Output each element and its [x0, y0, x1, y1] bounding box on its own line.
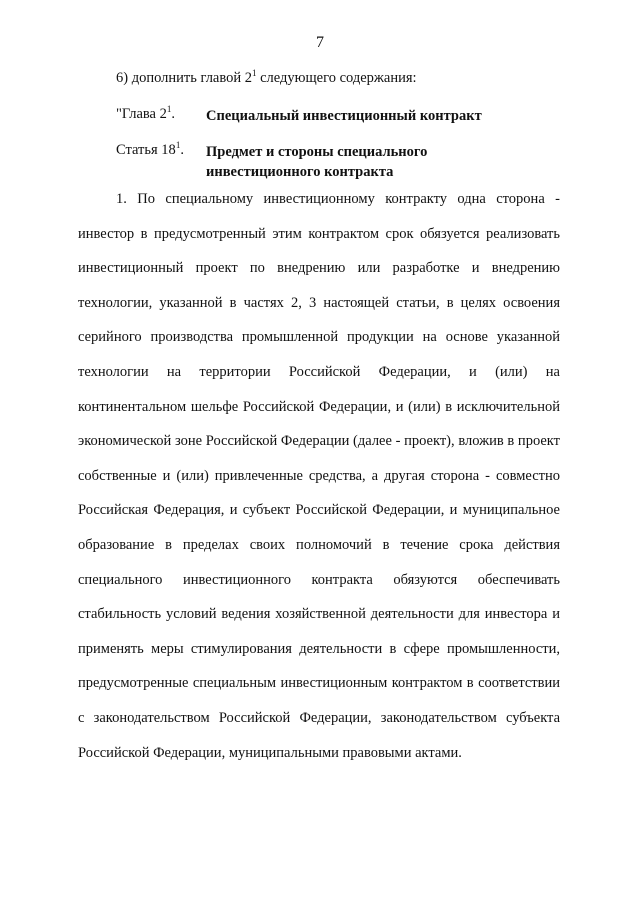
- chapter-title: Специальный инвестиционный контракт: [206, 108, 482, 124]
- amendment-intro: [116, 70, 417, 87]
- chapter-label-text: "Глава 2: [116, 106, 167, 122]
- article-paragraph-1: 1. По специальному инвестиционному контракту одна сторона - инвестор в предусмотренный этим контрактом срок обязуется реализовать инвестиционный проект по внедрению или разработке и внедрению технологии, указанной в частях 2, 3 настоящей статьи, в целях освоения серийного производства промышленной продукции на основе указанной технологии на территории Российской Федерации, и (или) на континентальном шельфе Российской Федерации, и (или) в исключительной экономической зоне Российской Федерации (далее - проект), вложив в проект собственные и (или) привлеченные средства, а другая сторона - совместно Российская Федерация, и субъект Российской Федерации, и муниципальное образование в пределах своих полномочий в течение срока действия специального инвестиционного контракта обязуются обеспечивать стабильность условий ведения хозяйственной деятельности для инвестора и применять меры стимулирования деятельности в сфере промышленности, предусмотренные специальным инвестиционным контрактом в соответствии с законодательством Российской Федерации, законодательством субъекта Российской Федерации, муниципальными правовыми актами.: [78, 191, 560, 761]
- article-title: Предмет и стороны специального инвестиционного контракта: [206, 144, 428, 180]
- article-label-superscript: 1: [175, 140, 181, 150]
- page-number: 7: [316, 34, 324, 51]
- article-label-text: Статья 18: [116, 142, 176, 158]
- intro-text-start: 6) дополнить главой 2: [116, 70, 252, 86]
- intro-superscript: 1: [252, 68, 257, 78]
- chapter-label-dot: .: [171, 106, 175, 122]
- article-label: [116, 142, 184, 159]
- chapter-label-superscript: 1: [166, 104, 172, 114]
- chapter-label: [116, 106, 175, 123]
- article-label-dot: .: [180, 142, 184, 158]
- intro-text-end: следующего содержания:: [256, 70, 417, 86]
